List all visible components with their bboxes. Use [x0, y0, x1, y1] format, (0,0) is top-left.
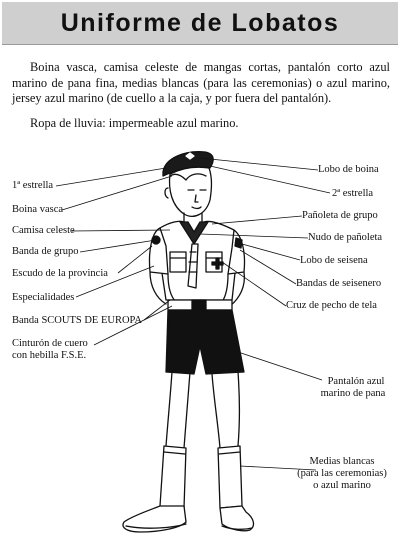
label-escudo-provincia: Escudo de la provincia	[12, 268, 108, 279]
label-nudo-panoleta: Nudo de pañoleta	[308, 232, 383, 243]
label-medias-line1: Medias blancas	[309, 456, 375, 467]
label-banda-scouts-europa: Banda SCOUTS DE EUROPA	[12, 315, 142, 326]
label-panoleta-grupo: Pañoleta de grupo	[302, 210, 378, 221]
label-lobo-de-boina: Lobo de boina	[318, 164, 379, 175]
label-estrella-2: 2ª estrella	[332, 188, 374, 199]
belt-buckle	[192, 300, 206, 310]
label-cruz-de-pecho: Cruz de pecho de tela	[286, 300, 377, 311]
label-camisa-celeste: Camisa celeste	[12, 225, 75, 236]
label-pantalon-line2: marino de pana	[320, 388, 386, 399]
label-estrella-1: 1ª estrella	[12, 180, 54, 191]
intro-text: Boina vasca, camisa celeste de mangas cortas, pantalón corto azul marino de pana fina, medias blancas (para las ceremonias) o azul marino, jersey azul marino (de cuello a la caja, y por fuera del pantalón).	[12, 60, 390, 105]
page-title: Uniforme de Lobatos	[60, 8, 340, 37]
label-lobo-de-seisena: Lobo de seisena	[300, 255, 368, 266]
label-bandas-seisenero: Bandas de seisenero	[296, 278, 382, 289]
label-banda-de-grupo: Banda de grupo	[12, 246, 79, 257]
label-medias-line2: (para las ceremonias)	[297, 468, 387, 479]
label-cinturon-line1: Cinturón de cuero	[12, 338, 88, 349]
sock-left	[160, 446, 186, 508]
sock-right	[218, 446, 242, 508]
label-pantalon-line1: Pantalón azul	[327, 376, 385, 387]
rain-gear-text: Ropa de lluvia: impermeable azul marino.	[30, 116, 239, 130]
label-medias-line3: o azul marino	[313, 480, 371, 491]
label-especialidades: Especialidades	[12, 292, 75, 303]
shorts	[166, 310, 244, 374]
label-cinturon-line2: con hebilla F.S.E.	[12, 350, 87, 361]
label-boina-vasca: Boina vasca	[12, 204, 64, 215]
